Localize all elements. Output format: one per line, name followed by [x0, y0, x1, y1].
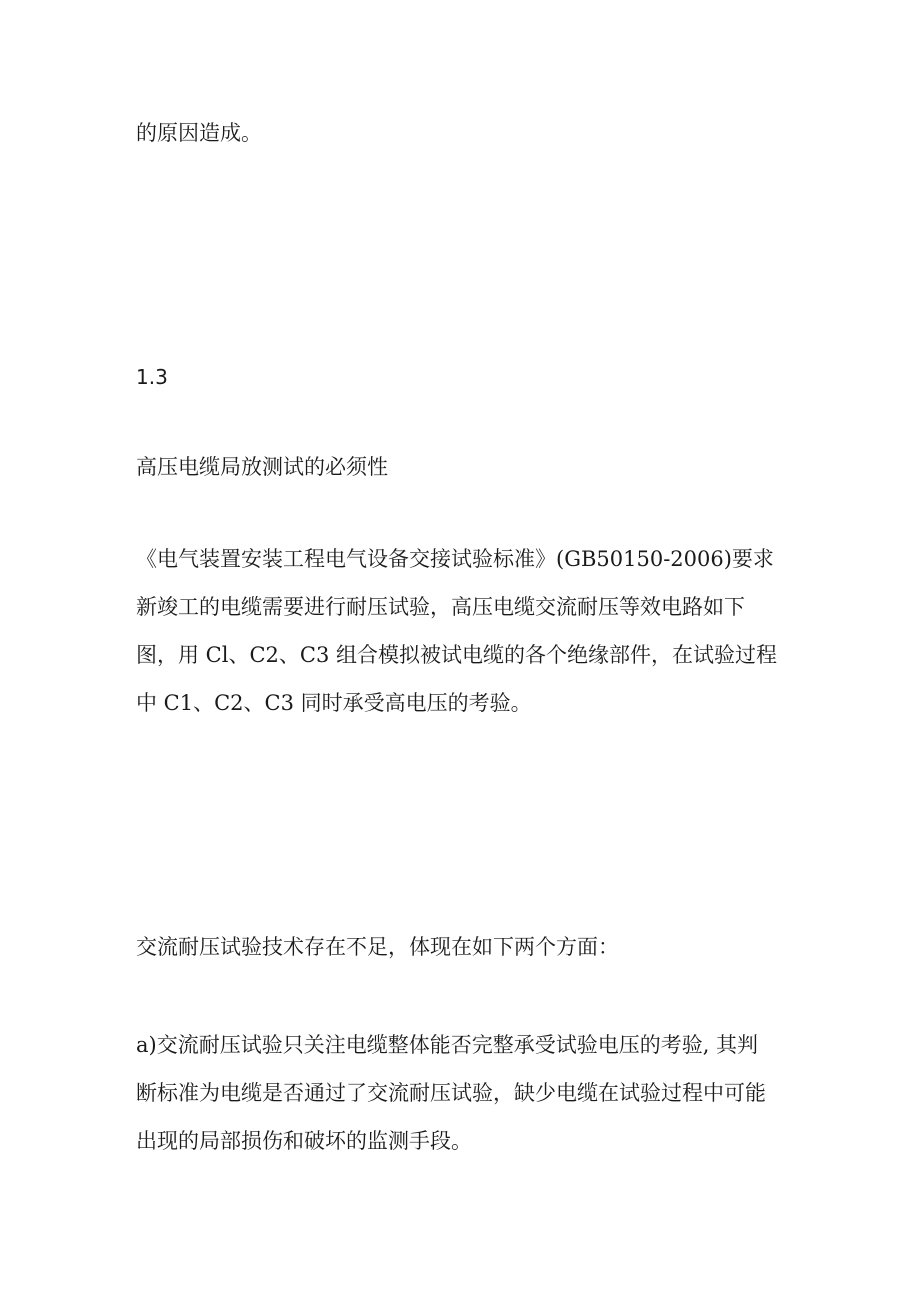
- paragraph-fragment: 的原因造成。: [136, 121, 262, 145]
- paragraph-line: 出现的局部损伤和破坏的监测手段。: [136, 1129, 472, 1153]
- paragraph-line: a)交流耐压试验只关注电缆整体能否完整承受试验电压的考验, 其判: [136, 1033, 759, 1057]
- paragraph-line: 断标准为电缆是否通过了交流耐压试验，缺少电缆在试验过程中可能: [136, 1081, 766, 1105]
- section-title: 高压电缆局放测试的必须性: [136, 455, 388, 479]
- section-number: 1.3: [136, 365, 168, 389]
- paragraph-line: 中 C1、C2、C3 同时承受高电压的考验。: [136, 691, 532, 715]
- paragraph-line: 《电气装置安装工程电气设备交接试验标准》(GB50150-2006)要求: [136, 547, 774, 571]
- paragraph-line: 新竣工的电缆需要进行耐压试验，高压电缆交流耐压等效电路如下: [136, 595, 745, 619]
- paragraph-standard: [136, 546, 796, 738]
- paragraph-item-a: [136, 1032, 796, 1176]
- paragraph-shortcomings: 交流耐压试验技术存在不足，体现在如下两个方面：: [136, 935, 619, 959]
- paragraph-line: 图，用 Cl、C2、C3 组合模拟被试电缆的各个绝缘部件，在试验过程: [136, 643, 777, 667]
